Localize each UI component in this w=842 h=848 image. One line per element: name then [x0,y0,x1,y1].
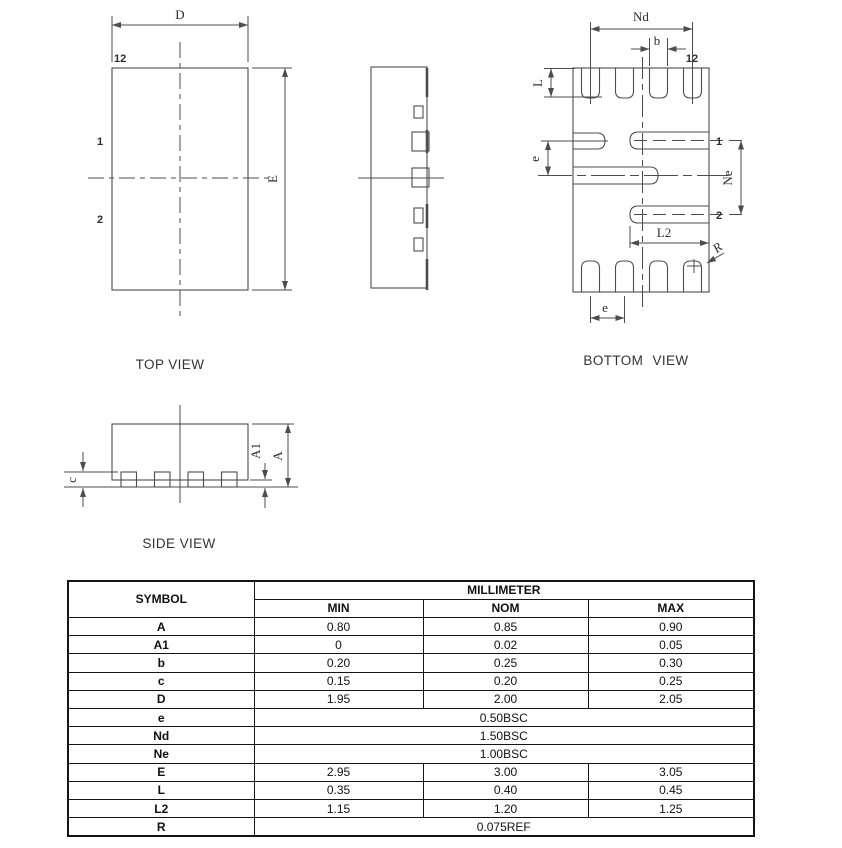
table-row [68,690,754,708]
profile-pad [414,208,423,223]
min-cell: 1.95 [254,690,423,708]
dim-label-ne: Ne [720,170,735,186]
dimension-e-height [252,68,292,290]
dim-label-e: E [265,175,280,183]
dim-label-r: R [709,239,725,256]
bottom-view-title: BOTTOM VIEW [583,353,689,368]
bottom-view-pin1-label: 1 [716,136,723,148]
table-header-row [68,581,754,599]
max-cell: 3.05 [588,763,754,781]
max-cell: 1.25 [588,799,754,817]
table-row [68,727,754,745]
dim-label-b: b [653,33,661,48]
min-cell: 0.20 [254,654,423,672]
max-cell: 0.25 [588,672,754,690]
dim-label-c: c [64,477,79,483]
max-cell: 0.90 [588,617,754,635]
top-view-pin12-label: 12 [114,53,127,65]
span-value-cell: 0.50BSC [254,708,754,726]
bottom-view-pin12-label: 12 [685,53,699,65]
span-value-cell: 1.50BSC [254,727,754,745]
dim-label-e-bottom: e [602,300,608,315]
table-row [68,763,754,781]
min-cell: 2.95 [254,763,423,781]
span-value-cell: 0.075REF [254,818,754,836]
min-cell: 1.15 [254,799,423,817]
symbol-cell: A [68,617,254,635]
col-header-max: MAX [588,599,754,617]
dimension-r [687,239,725,273]
side-view-title: SIDE VIEW [142,536,216,551]
symbol-cell: c [68,672,254,690]
symbol-cell: E [68,763,254,781]
min-cell: 0.35 [254,781,423,799]
profile-pad [414,106,423,118]
dim-label-l: L [530,79,545,87]
col-header-symbol: SYMBOL [68,581,254,617]
dim-label-nd: Nd [633,9,649,24]
symbol-cell: e [68,708,254,726]
bottom-edge-pad [616,261,634,292]
span-value-cell: 1.00BSC [254,745,754,763]
nom-cell: 0.02 [423,636,588,654]
top-edge-pad [650,68,668,98]
nom-cell: 3.00 [423,763,588,781]
side-view-drawing [64,405,298,551]
min-cell: 0 [254,636,423,654]
profile-pad [414,238,423,251]
max-cell: 2.05 [588,690,754,708]
top-view-title: TOP VIEW [135,357,205,372]
table-row [68,799,754,817]
table-row [68,636,754,654]
symbol-cell: R [68,818,254,836]
table-row [68,745,754,763]
dim-label-a: A [270,451,285,461]
top-edge-pad [616,68,634,98]
max-cell: 0.05 [588,636,754,654]
min-cell: 0.80 [254,617,423,635]
dimension-e-bottom [591,296,625,323]
symbol-cell: A1 [68,636,254,654]
side-profile-drawing [358,67,444,290]
dimension-l2 [630,225,709,248]
max-cell: 0.45 [588,781,754,799]
dimension-table [67,580,755,837]
table-row [68,781,754,799]
dim-label-d: D [175,7,185,22]
col-header-min: MIN [254,599,423,617]
symbol-cell: D [68,690,254,708]
col-header-millimeter: MILLIMETER [254,581,754,599]
table-row [68,672,754,690]
dimension-e-left [527,141,548,176]
table-row [68,818,754,836]
nom-cell: 0.40 [423,781,588,799]
bottom-view-drawing [527,9,747,368]
nom-cell: 1.20 [423,799,588,817]
dim-label-e-left: e [527,156,542,162]
nom-cell: 2.00 [423,690,588,708]
bottom-edge-pad [582,261,600,292]
dim-label-a1: A1 [248,443,263,459]
table-row [68,654,754,672]
top-view-pin2-label: 2 [96,214,104,226]
bottom-edge-pad [650,261,668,292]
min-cell: 0.15 [254,672,423,690]
dimension-c [64,452,83,507]
table-row [68,708,754,726]
top-view-pin1-label: 1 [96,136,104,148]
top-view-drawing [88,7,292,372]
symbol-cell: b [68,654,254,672]
dimension-l [530,69,602,98]
nom-cell: 0.20 [423,672,588,690]
symbol-cell: Ne [68,745,254,763]
col-header-nom: NOM [423,599,588,617]
symbol-cell: Nd [68,727,254,745]
dimension-b [631,33,686,66]
dimension-a1 [248,443,272,508]
bottom-view-body [573,68,709,292]
table-row [68,617,754,635]
nom-cell: 0.25 [423,654,588,672]
nom-cell: 0.85 [423,617,588,635]
dim-label-l2: L2 [656,225,672,240]
max-cell: 0.30 [588,654,754,672]
symbol-cell: L2 [68,799,254,817]
dimension-ne [720,141,741,215]
symbol-cell: L [68,781,254,799]
dimension-nd [591,9,693,29]
bottom-view-pin2-label: 2 [716,210,723,222]
